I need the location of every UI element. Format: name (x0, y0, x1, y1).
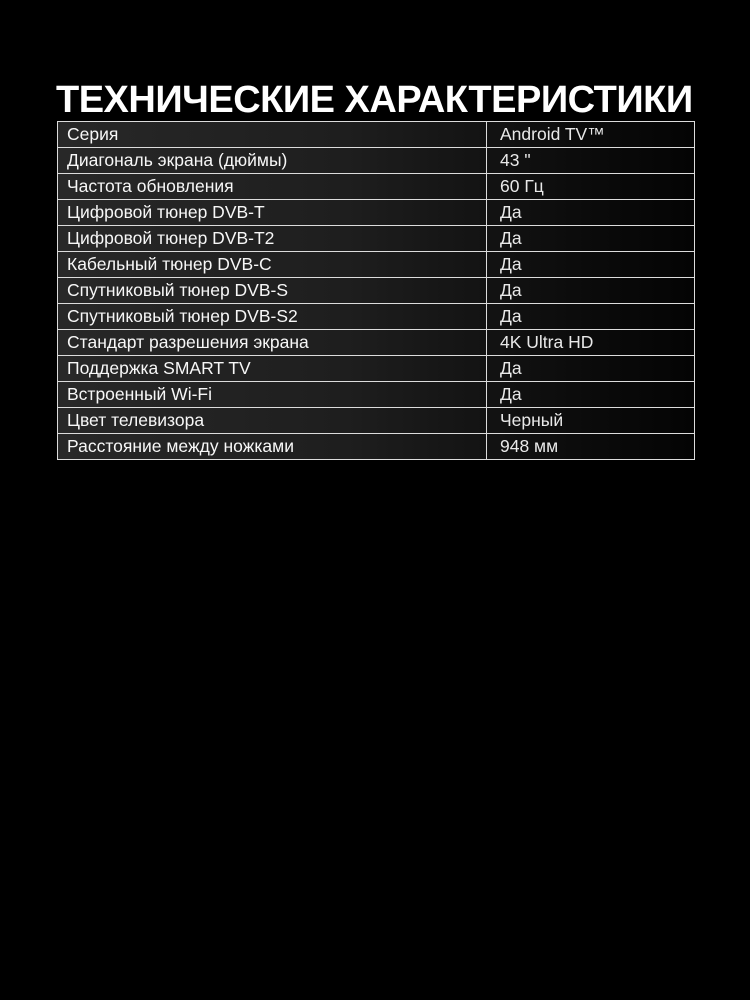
table-row (58, 382, 695, 408)
spec-value: Черный (487, 408, 695, 434)
spec-label: Цвет телевизора (58, 408, 487, 434)
spec-label: Спутниковый тюнер DVB-S2 (58, 304, 487, 330)
spec-label: Поддержка SMART TV (58, 356, 487, 382)
table-row (58, 148, 695, 174)
spec-value: Да (487, 226, 695, 252)
spec-label: Серия (58, 122, 487, 148)
page-title: ТЕХНИЧЕСКИЕ ХАРАКТЕРИСТИКИ (56, 79, 693, 122)
table-row (58, 174, 695, 200)
spec-value: 4K Ultra HD (487, 330, 695, 356)
table-row (58, 122, 695, 148)
table-row (58, 200, 695, 226)
spec-value: 948 мм (487, 434, 695, 460)
spec-value: Да (487, 278, 695, 304)
spec-value: Да (487, 304, 695, 330)
spec-value: Android TV™ (487, 122, 695, 148)
spec-value: Да (487, 356, 695, 382)
spec-label: Кабельный тюнер DVB-C (58, 252, 487, 278)
spec-label: Расстояние между ножками (58, 434, 487, 460)
table-row (58, 252, 695, 278)
table-row (58, 304, 695, 330)
spec-label: Встроенный Wi-Fi (58, 382, 487, 408)
spec-label: Цифровой тюнер DVB-T (58, 200, 487, 226)
table-row (58, 330, 695, 356)
spec-value: Да (487, 200, 695, 226)
spec-label: Частота обновления (58, 174, 487, 200)
spec-value: 43 " (487, 148, 695, 174)
table-row (58, 226, 695, 252)
spec-value: Да (487, 252, 695, 278)
spec-value: 60 Гц (487, 174, 695, 200)
table-row (58, 356, 695, 382)
table-row (58, 434, 695, 460)
spec-value: Да (487, 382, 695, 408)
table-row (58, 278, 695, 304)
spec-label: Диагональ экрана (дюймы) (58, 148, 487, 174)
spec-table (57, 121, 695, 460)
spec-label: Стандарт разрешения экрана (58, 330, 487, 356)
table-row (58, 408, 695, 434)
spec-label: Цифровой тюнер DVB-T2 (58, 226, 487, 252)
spec-label: Спутниковый тюнер DVB-S (58, 278, 487, 304)
